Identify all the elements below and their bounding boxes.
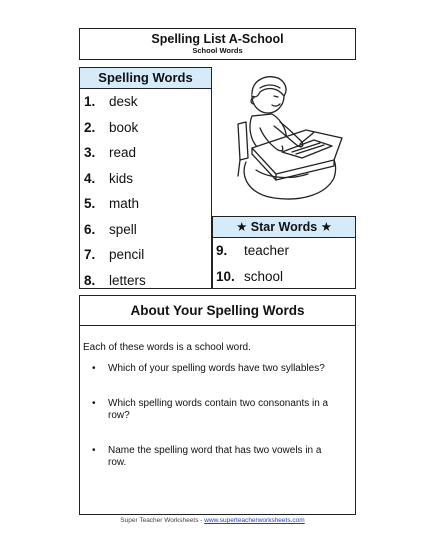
word-text: pencil: [109, 247, 145, 263]
bullet-icon: •: [92, 444, 96, 456]
about-intro: Each of these words is a school word.: [83, 342, 251, 353]
word-row: [80, 268, 211, 294]
word-text: teacher: [244, 243, 290, 259]
word-row: [213, 264, 355, 290]
page-subtitle: School Words: [192, 46, 243, 55]
word-row: [80, 140, 211, 166]
word-number: 2.: [84, 119, 96, 135]
star-words-box: [212, 216, 356, 289]
word-row: [80, 191, 211, 217]
question-item: [92, 363, 335, 376]
bullet-icon: •: [92, 397, 96, 409]
star-words-heading: ★ Star Words ★: [213, 217, 355, 238]
footer-link[interactable]: www.superteacherworksheets.com: [204, 517, 305, 524]
word-row: [80, 217, 211, 243]
footer: [0, 517, 425, 524]
word-text: math: [109, 196, 140, 212]
spelling-words-heading: Spelling Words: [80, 68, 211, 89]
about-title: About Your Spelling Words: [130, 303, 305, 318]
footer-text: Super Teacher Worksheets -: [120, 517, 205, 524]
word-number: 8.: [84, 272, 96, 288]
spelling-words-box: [79, 67, 212, 289]
title-box: [79, 28, 356, 60]
word-number: 7.: [84, 247, 96, 263]
question-text: Name the spelling word that has two vowels in a row.: [108, 444, 322, 468]
word-text: kids: [109, 170, 134, 186]
word-row: [80, 89, 211, 115]
word-number: 9.: [216, 243, 228, 259]
word-text: desk: [109, 94, 138, 110]
word-number: 1.: [84, 94, 96, 110]
question-list: [80, 363, 355, 470]
word-number: 10.: [216, 268, 235, 284]
question-text: Which of your spelling words have two syllables?: [108, 363, 325, 374]
question-text: Which spelling words contain two consonants in a row?: [108, 397, 329, 421]
student-writing-illustration: [216, 66, 354, 208]
word-number: 6.: [84, 221, 96, 237]
question-item: [92, 444, 335, 470]
word-number: 4.: [84, 170, 96, 186]
word-number: 3.: [84, 145, 96, 161]
word-text: book: [109, 119, 139, 135]
question-item: [92, 397, 335, 423]
word-number: 5.: [84, 196, 96, 212]
about-box: [79, 295, 356, 515]
word-text: read: [109, 145, 137, 161]
word-row: [80, 242, 211, 268]
bullet-icon: •: [92, 363, 96, 374]
word-text: spell: [109, 221, 137, 237]
word-text: letters: [109, 272, 146, 288]
word-row: [213, 238, 355, 264]
word-row: [80, 115, 211, 141]
page-title: Spelling List A-School: [151, 32, 284, 46]
word-row: [80, 166, 211, 192]
divider: [80, 325, 355, 326]
word-text: school: [244, 268, 284, 284]
